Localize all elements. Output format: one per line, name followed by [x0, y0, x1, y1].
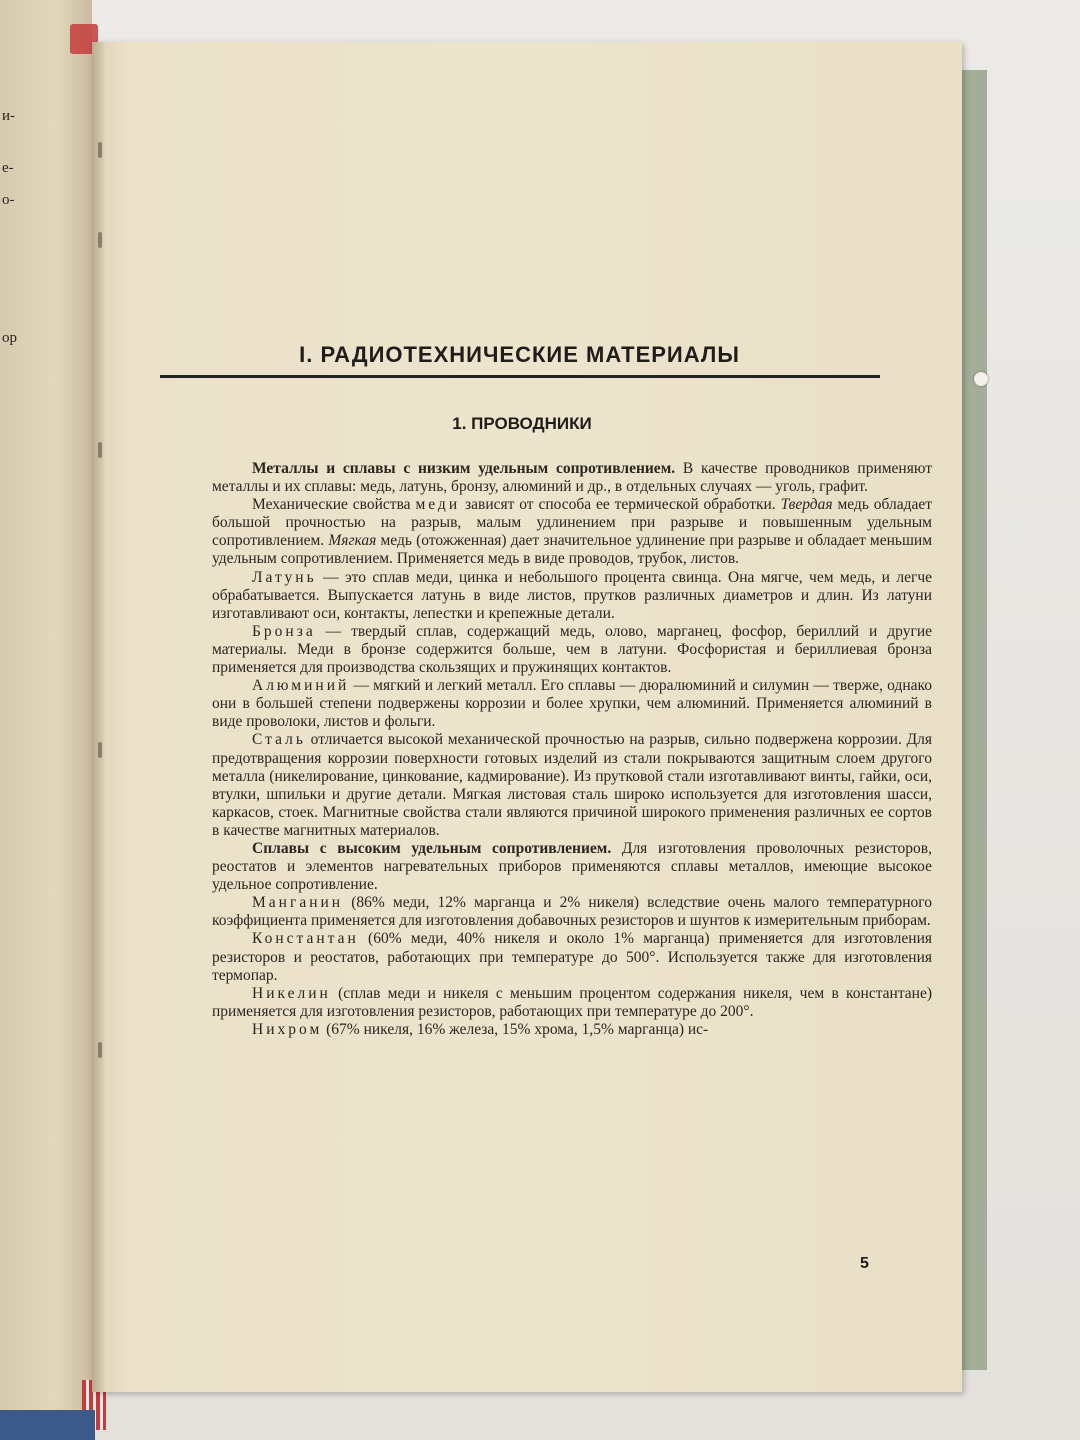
- book-cover-corner: [0, 1410, 95, 1440]
- page-number: 5: [860, 1255, 869, 1272]
- left-page-fragment: е-: [2, 160, 14, 176]
- paragraph: [212, 930, 932, 984]
- paragraph: [212, 496, 932, 568]
- paragraph-bold-lead: Сплавы с высоким удельным сопротивлением.: [252, 839, 612, 857]
- book-page: [92, 42, 962, 1392]
- binding-stitch: [98, 232, 102, 248]
- paragraph-text: (сплав меди и никеля с меньшим процентом содержания никеля, чем в константане) применяется для изготовления резисторов, работающих при температуре до 200°.: [212, 984, 933, 1020]
- paragraph-text: — это сплав меди, цинка и небольшого процента свинца. Она мягче, чем медь, и легче обрабатывается. Выпускается латунь в виде листов, прутков различных диаметров и длин. Из латуни изготавливают оси, контакты, лепестки и крепежные детали.: [212, 568, 933, 622]
- paragraph-text: Механические свойства: [252, 496, 411, 514]
- body-text: [212, 460, 932, 1039]
- binding-stitch: [98, 442, 102, 458]
- spaced-term: Манганин: [252, 894, 344, 912]
- italic-term: Мягкая: [328, 532, 377, 550]
- binding-stitch: [98, 142, 102, 158]
- spaced-term: меди: [415, 496, 461, 514]
- paragraph-text: медь обладает большой прочностью на разрыв, малым удлинением при разрыве и повышенным удельным сопротивлением.: [212, 496, 933, 550]
- paragraph-text: (60% меди, 40% никеля и около 1% марганца) применяется для изготовления резисторов и реостатов, работающих при температуре до 500°. Используется также для изготовления термопар.: [212, 930, 933, 984]
- paragraph-text: Для изготовления проволочных резисторов, реостатов и элементов нагревательных приборов применяются сплавы металлов, имеющие высокое удельное сопротивление.: [212, 839, 932, 894]
- spaced-term: Латунь: [252, 568, 317, 586]
- spaced-term: Сталь: [252, 731, 306, 749]
- paragraph: [212, 569, 932, 623]
- spaced-term: Нихром: [252, 1020, 323, 1038]
- chapter-heading: I. РАДИОТЕХНИЧЕСКИЕ МАТЕРИАЛЫ: [299, 342, 740, 367]
- paragraph-text: медь (отожженная) дает значительное удлинение при разрыве и обладает меньшим удельным сопротивлением. Применяется медь в виде проводов, трубок, листов.: [212, 532, 933, 568]
- spaced-term: Бронза: [252, 622, 316, 640]
- paragraph: [212, 623, 932, 677]
- bookmark-pin: [974, 372, 988, 386]
- paragraph-bold-lead: Металлы и сплавы с низким удельным сопротивлением.: [252, 460, 676, 477]
- spaced-term: Константан: [252, 930, 359, 948]
- paragraph-text: В качестве проводников применяют металлы и их сплавы: медь, латунь, бронзу, алюминий и др., в отдельных случаях — уголь, графит.: [212, 460, 933, 496]
- left-page-fragment: о-: [2, 192, 15, 208]
- paragraph-text: — мягкий и легкий металл. Его сплавы — дюралюминий и силумин — тверже, однако они в большей степени подвержены коррозии и более хрупки, чем алюминий. Применяется алюминий в виде проволоки, листов и фольги.: [212, 677, 933, 731]
- spaced-term: Никелин: [252, 984, 331, 1002]
- binding-stitch: [98, 1042, 102, 1058]
- italic-term: Твердая: [780, 496, 833, 514]
- paragraph-text: (67% никеля, 16% железа, 15% хрома, 1,5% марганца) ис-: [326, 1020, 709, 1038]
- paragraph-text: — твердый сплав, содержащий медь, олово, марганец, фосфор, бериллий и другие материалы. Меди в бронзе содержится больше, чем в латуни. Фосфористая и бериллиевая бронза применяется для производства скользящих и пружинящих контактов.: [212, 622, 933, 677]
- left-page-fragment: ор: [2, 330, 17, 346]
- paragraph-text: зависят от способа ее термической обработки.: [465, 496, 776, 514]
- paragraph-text: отличается высокой механической прочностью на разрыв, сильно подвержена коррозии. Для предотвращения коррозии поверхности готовых изделий из стали покрываются защитным слоем другого металла (никелирование, цинкование, кадмирование). Из прутковой стали изготавливают винты, гайки, оси, втулки, шпильки и другие детали. Мягкая листовая сталь широко используется для изготовления шасси, каркасов, стоек. Магнитные свойства стали являются причиной широкого применения различных ее сортов в качестве магнитных материалов.: [212, 731, 932, 839]
- section-heading: 1. ПРОВОДНИКИ: [452, 414, 592, 433]
- left-page-edge: [0, 0, 92, 1440]
- binding-stitch: [98, 742, 102, 758]
- paragraph: [212, 731, 932, 840]
- paragraph-text: (86% меди, 12% марганца и 2% никеля) вследствие очень малого температурного коэффициента применяется для изготовления добавочных резисторов и шунтов к измерительным приборам.: [212, 894, 932, 930]
- paragraph: [212, 1021, 932, 1039]
- paragraph: [212, 677, 932, 731]
- chapter-rule: [160, 375, 880, 378]
- left-page-fragment: и-: [2, 108, 16, 124]
- paragraph: [212, 840, 932, 894]
- paragraph: [212, 985, 932, 1021]
- spaced-term: Алюминий: [252, 677, 350, 695]
- paragraph: [212, 894, 932, 930]
- paragraph: [212, 460, 932, 496]
